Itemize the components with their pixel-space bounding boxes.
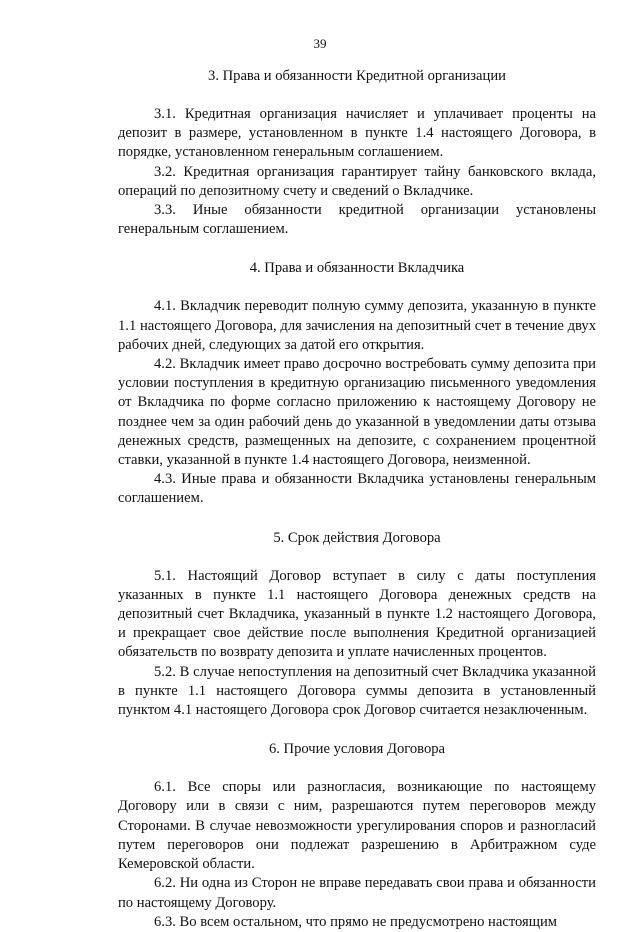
section-title: 5. Срок действия Договора — [273, 529, 441, 546]
paragraph-4-3: 4.3. Иные права и обязанности Вкладчика установлены генеральным соглашением. — [118, 471, 596, 507]
paragraph-6-1: 6.1. Все споры или разногласия, возникающие по настоящему Договору или в связи с ним, разрешаются путем переговоров между Сторонами. В случае невозможности урегулирования споров и разногласий путем переговоров они подлежат разрешению в Арбитражном суде Кемеровской области. — [118, 779, 596, 873]
paragraph-6-3: 6.3. Во всем остальном, что прямо не предусмотрено настоящим — [154, 913, 558, 930]
paragraph-3-1: 3.1. Кредитная организация начисляет и уплачивает проценты на депозит в размере, установленном в пункте 1.4 настоящего Договора, в порядке, установленном генеральным соглашением. — [118, 106, 596, 161]
page-number: 39 — [313, 36, 327, 51]
paragraph-6-2: 6.2. Ни одна из Сторон не вправе передавать свои права и обязанности по настоящему Договору. — [118, 875, 596, 911]
section-title: 4. Права и обязанности Вкладчика — [249, 260, 465, 277]
section-title: 6. Прочие условия Договора — [268, 741, 446, 758]
section-title: 3. Права и обязанности Кредитной организации — [208, 68, 506, 84]
paragraph-4-2: 4.2. Вкладчик имеет право досрочно востребовать сумму депозита при условии поступления в кредитную организацию письменного уведомления от Вкладчика по форме согласно приложению к настоящему Договору не позднее чем за один рабочий день до указанной в уведомлении даты отзыва денежных средств, размещенных на депозите, с сохранением процентной ставки, указанной в пункте 1.4 настоящего Договора, неизменной. — [118, 356, 596, 469]
paragraph-5-2: 5.2. В случае непоступления на депозитный счет Вкладчика указанной в пункте 1.1 настоящего Договора суммы депозита в установленный пунктом 4.1 настоящего Договора срок Договор считается незаключенным. — [118, 663, 596, 719]
document-body — [118, 67, 596, 932]
paragraph-3-2: 3.2. Кредитная организация гарантирует тайну банковского вклада, операций по депозитному счету и сведений о Вкладчике. — [118, 163, 596, 199]
paragraph-4-1: 4.1. Вкладчик переводит полную сумму депозита, указанную в пункте 1.1 настоящего Договора, для зачисления на депозитный счет в течение двух рабочих дней, следующих за датой его открытия. — [118, 298, 596, 353]
section-5 — [118, 529, 596, 721]
section-4 — [118, 259, 596, 508]
paragraph-3-3: 3.3. Иные обязанности кредитной организации установлены генеральным соглашением. — [118, 202, 596, 238]
section-6 — [118, 740, 596, 932]
section-3 — [118, 67, 596, 239]
paragraph-5-1: 5.1. Настоящий Договор вступает в силу с даты поступления указанных в пункте 1.1 настоящего Договора денежных средств на депозитный счет Вкладчика, указанный в пункте 1.2 настоящего Договора, и прекращает свое действие после выполнения Кредитной организацией обязательств по возврату депозита и уплате начисленных процентов. — [118, 567, 596, 661]
